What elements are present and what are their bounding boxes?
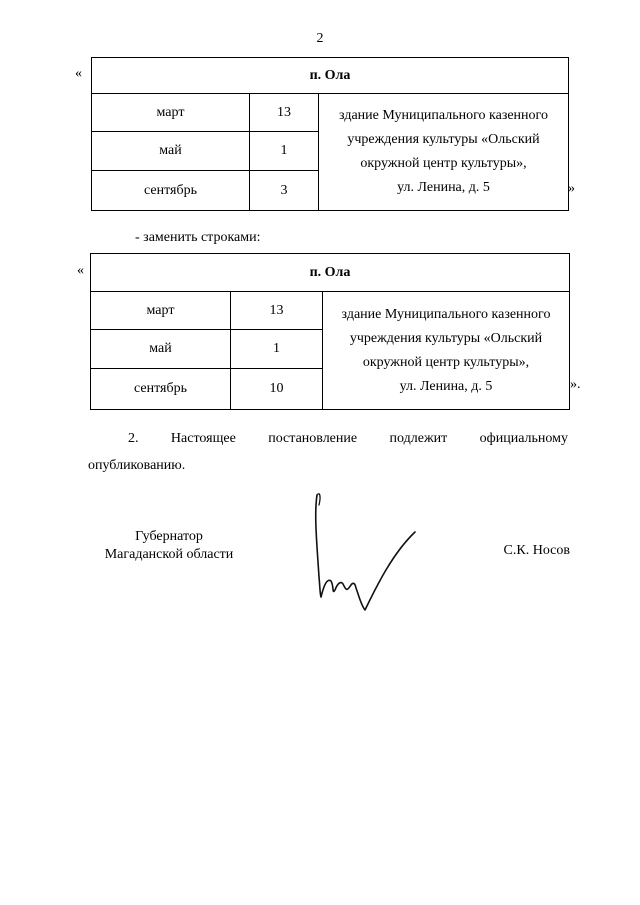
month-cell: май <box>91 330 231 369</box>
opening-quote: « <box>75 66 82 81</box>
month-cell: сентябрь <box>92 171 250 211</box>
venue-cell <box>319 94 569 211</box>
page-number: 2 <box>316 31 324 46</box>
month-cell: март <box>92 94 250 132</box>
publication-paragraph <box>88 425 568 479</box>
venue-line: здание Муниципального казенного <box>339 108 548 123</box>
month-cell: сентябрь <box>91 369 231 410</box>
signatory-title-line: Магаданской области <box>104 547 234 562</box>
table-old <box>91 57 569 211</box>
venue-line: окружной центр культуры», <box>362 354 530 370</box>
table-heading: п. Ола <box>92 58 569 94</box>
closing-quote: ». <box>570 377 581 392</box>
handwritten-signature <box>305 485 425 615</box>
number-cell: 3 <box>250 171 319 211</box>
venue-line: ул. Ленина, д. 5 <box>399 378 493 394</box>
table-new <box>90 253 570 410</box>
month-cell: март <box>91 292 231 330</box>
closing-quote: » <box>568 181 575 196</box>
number-cell: 13 <box>231 292 323 330</box>
number-cell: 1 <box>250 132 319 171</box>
venue-line: учреждения культуры «Ольский <box>349 330 543 346</box>
number-cell: 13 <box>250 94 319 132</box>
signatory-name: С.К. Носов <box>503 543 570 558</box>
venue-line: учреждения культуры «Ольский <box>347 132 540 147</box>
replace-instruction: - заменить строками: <box>135 230 261 245</box>
opening-quote: « <box>77 263 84 278</box>
venue-cell <box>323 292 570 410</box>
venue-line: здание Муниципального казенного <box>341 306 551 322</box>
venue-line: ул. Ленина, д. 5 <box>397 180 490 195</box>
table-heading: п. Ола <box>91 254 570 292</box>
venue-line: окружной центр культуры», <box>360 156 527 171</box>
signatory-title-line: Губернатор <box>135 529 203 544</box>
signatory-title <box>88 528 250 564</box>
number-cell: 10 <box>231 369 323 410</box>
paragraph-line: 2. Настоящее постановление подлежит официальному <box>128 431 568 446</box>
month-cell: май <box>92 132 250 171</box>
number-cell: 1 <box>231 330 323 369</box>
paragraph-line: опубликованию. <box>88 458 186 473</box>
